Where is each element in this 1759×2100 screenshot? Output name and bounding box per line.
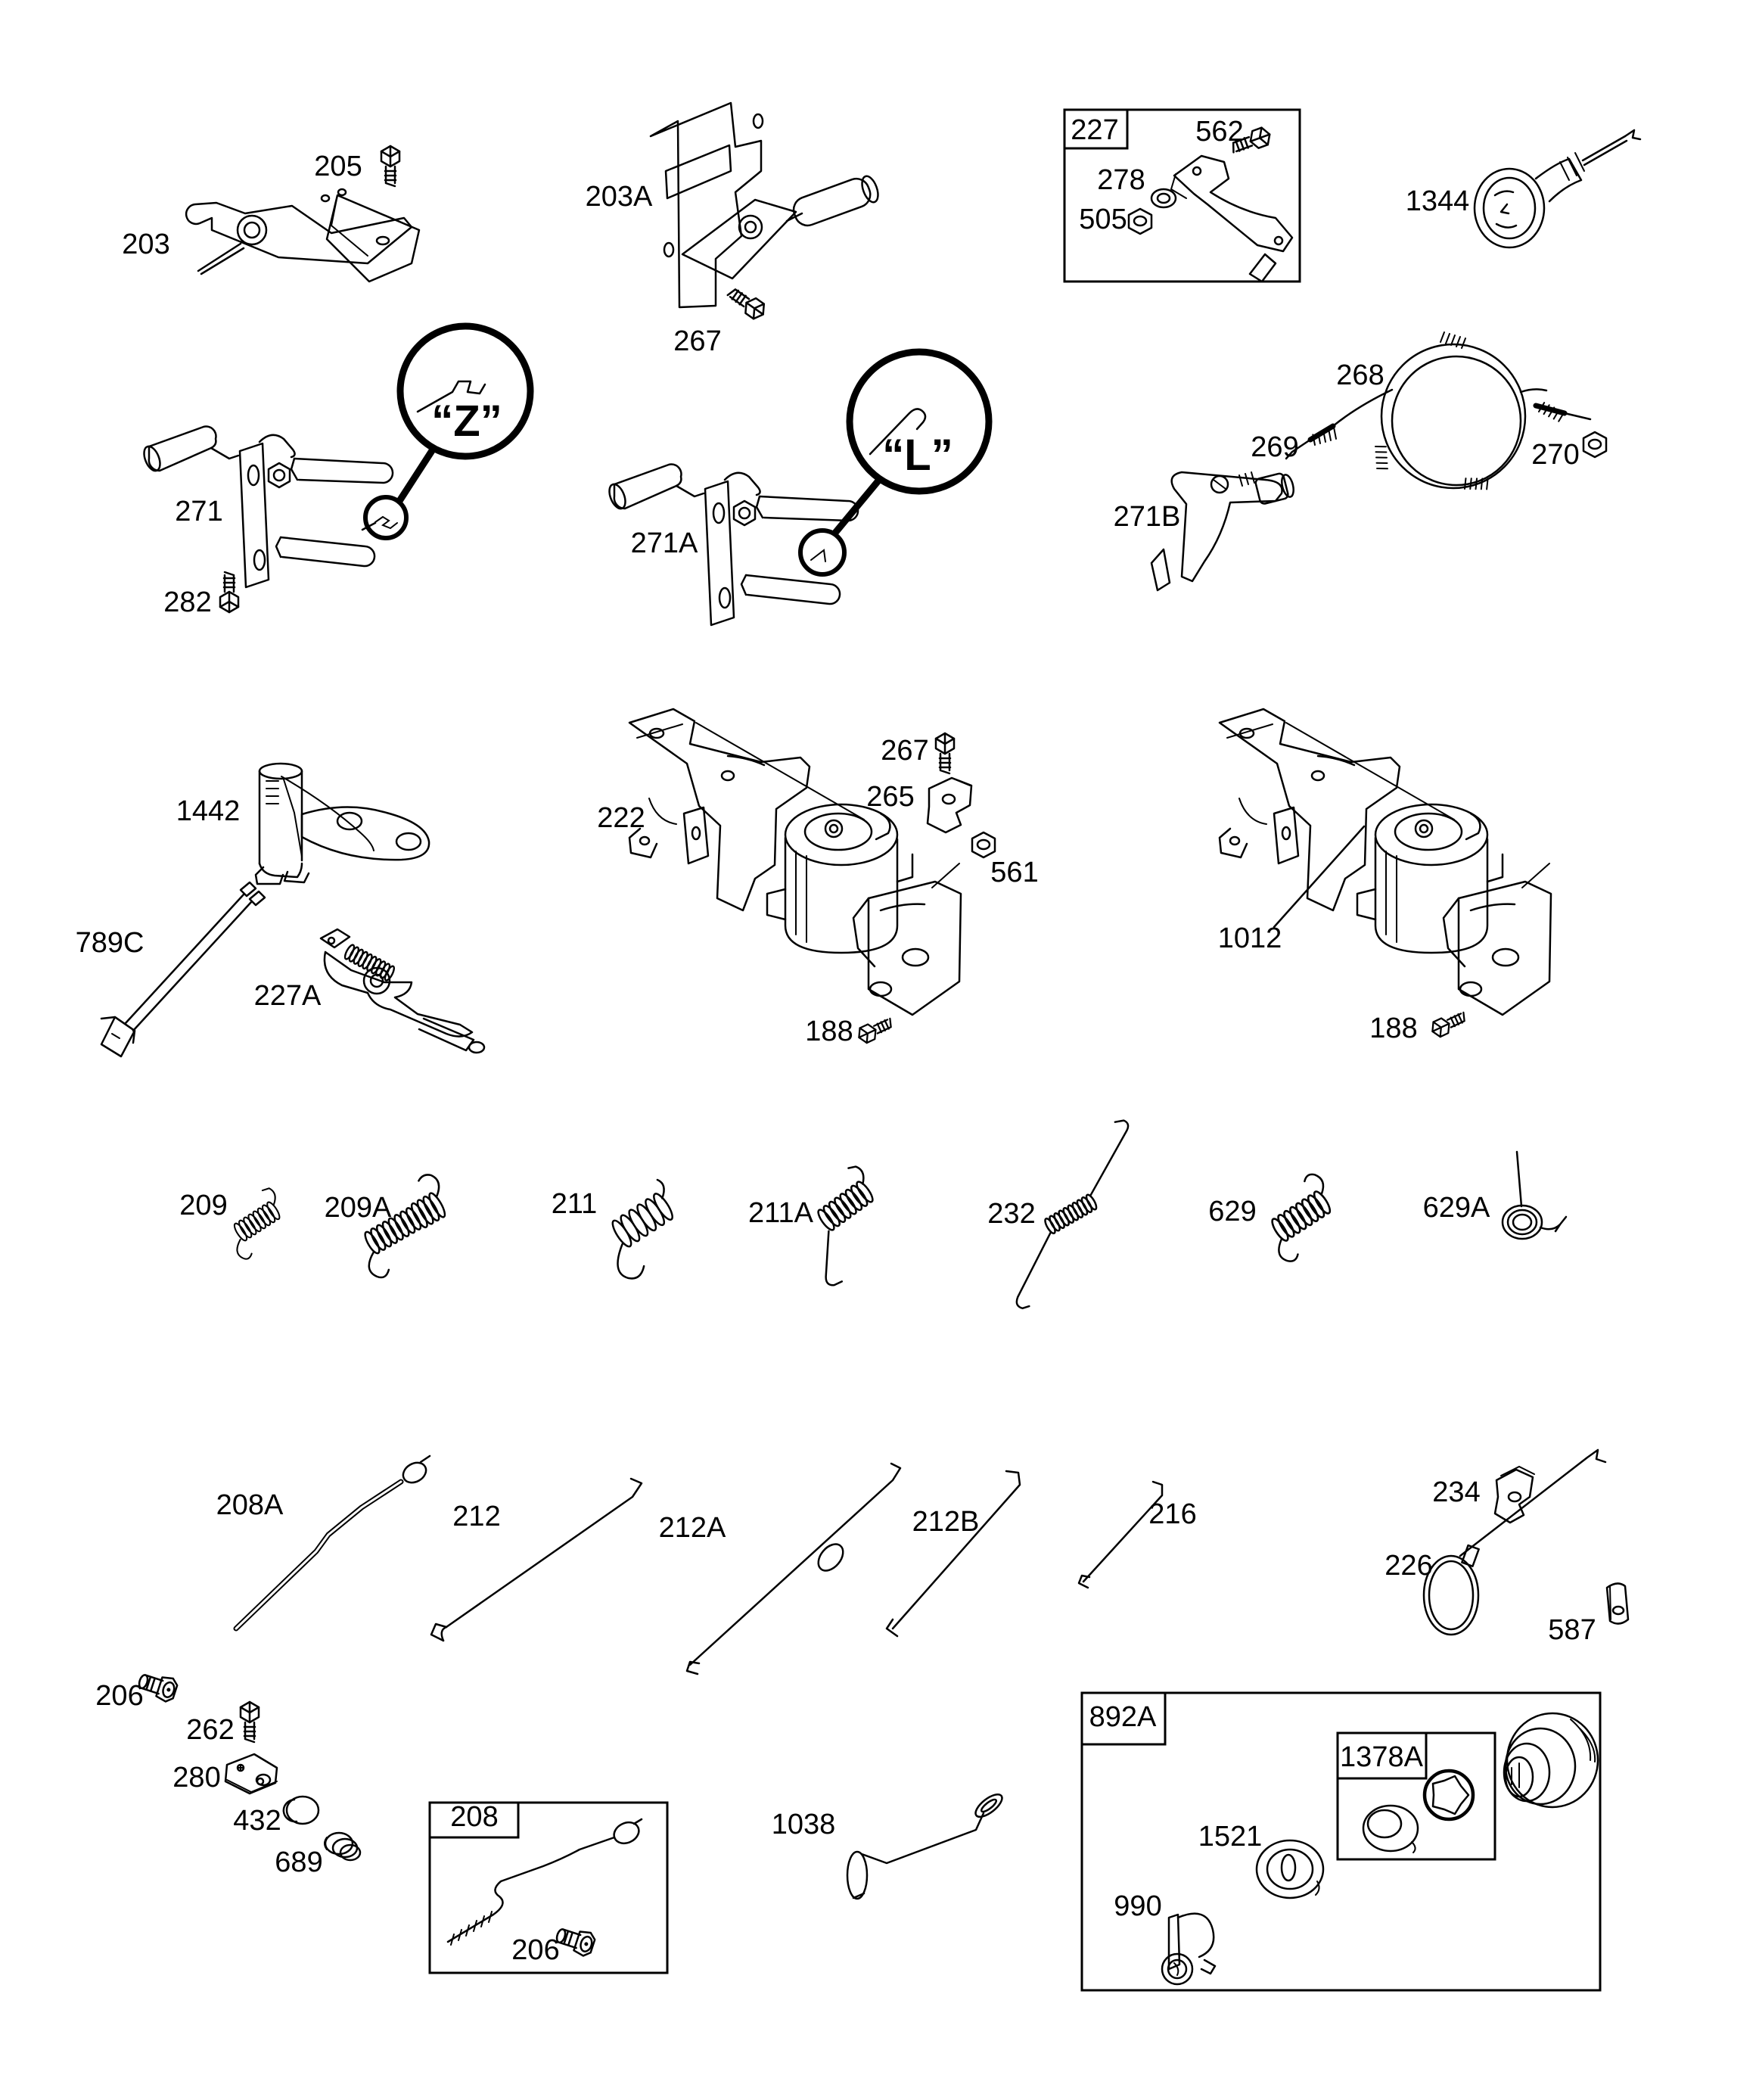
part-1378A-lockring-drawing [1425,1771,1473,1819]
label-1521: 1521 [1198,1821,1263,1853]
label-211A: 211A [748,1197,813,1229]
part-203-drawing [186,189,419,282]
part-211-drawing [589,1179,698,1284]
label-267-mid: 267 [881,735,929,767]
label-271A: 271A [630,527,698,559]
label-232: 232 [987,1198,1036,1230]
label-561: 561 [990,857,1039,888]
part-203A-drawing [651,103,881,307]
label-188-right: 188 [1369,1013,1418,1044]
label-206-box: 206 [511,1934,560,1966]
part-990-drawing [1162,1914,1215,1984]
label-203A: 203A [585,181,653,213]
part-267-top-drawing [725,284,768,322]
part-270-drawing [1583,432,1606,457]
label-562: 562 [1195,116,1244,148]
label-1344: 1344 [1405,185,1470,217]
part-212A-drawing [687,1464,900,1674]
label-587: 587 [1548,1614,1596,1646]
label-432: 432 [233,1805,281,1837]
label-280: 280 [172,1762,221,1794]
label-1038: 1038 [771,1809,836,1840]
part-227A-drawing [321,929,484,1053]
label-212A: 212A [658,1512,726,1544]
part-561-drawing [972,832,995,857]
part-188-right-drawing [1429,1009,1468,1039]
part-1442-drawing [256,764,429,884]
label-box-892A: 892A [1089,1701,1157,1733]
part-209-drawing [216,1186,297,1262]
label-callout-L: “L” [882,431,953,480]
part-689-drawing [325,1833,360,1860]
label-271: 271 [175,496,223,527]
part-208A-drawing [236,1456,430,1629]
part-212B-drawing [887,1471,1020,1636]
label-262: 262 [186,1714,235,1746]
part-188-left-drawing [856,1015,895,1045]
part-432-drawing [284,1797,319,1824]
label-188-left: 188 [805,1016,853,1047]
label-505: 505 [1079,204,1127,235]
part-209A-drawing [343,1171,466,1281]
label-206-left: 206 [95,1680,144,1712]
part-282-drawing [220,572,238,612]
label-226: 226 [1385,1550,1433,1582]
label-box-1378A: 1378A [1340,1741,1423,1773]
label-1012: 1012 [1217,922,1282,954]
part-265-drawing [928,778,971,832]
label-222: 222 [597,802,645,834]
label-209A: 209A [324,1192,392,1224]
label-208A: 208A [216,1489,284,1521]
part-1012-drawing [1217,709,1551,1015]
part-1378A-seal-drawing [1363,1806,1418,1853]
label-689: 689 [275,1846,323,1878]
part-629-drawing [1252,1171,1350,1265]
label-203: 203 [122,229,170,260]
label-1442: 1442 [176,795,241,827]
part-629A-drawing [1503,1152,1566,1239]
label-211: 211 [551,1188,598,1220]
label-990: 990 [1114,1890,1162,1922]
label-callout-Z: “Z” [431,397,502,446]
label-629: 629 [1208,1196,1257,1227]
part-587-drawing [1607,1583,1628,1623]
label-270: 270 [1531,439,1580,471]
label-212: 212 [452,1501,501,1532]
label-box-208: 208 [450,1801,499,1833]
part-1521-drawing [1257,1840,1323,1898]
part-280-drawing [225,1754,277,1794]
label-212B: 212B [912,1506,980,1538]
part-1038-drawing [847,1790,1005,1899]
label-282: 282 [163,586,212,618]
label-227A: 227A [253,980,322,1012]
part-205-drawing [381,146,399,186]
label-271B: 271B [1113,501,1181,533]
part-206-box-drawing [554,1923,596,1958]
label-267-top: 267 [673,325,722,357]
part-892A-knob-drawing [1504,1713,1598,1807]
label-209: 209 [179,1190,228,1221]
label-216: 216 [1148,1498,1197,1530]
part-789C-drawing [101,882,265,1056]
label-265: 265 [866,781,915,813]
label-269: 269 [1251,431,1299,463]
label-205: 205 [314,151,362,182]
label-234: 234 [1432,1476,1481,1508]
part-216-drawing [1079,1482,1162,1588]
label-268: 268 [1336,359,1385,391]
part-1012-pointer-line [1274,826,1364,927]
label-278: 278 [1097,164,1145,196]
part-1344-drawing [1475,130,1640,247]
group-box-892A [1082,1693,1600,1990]
label-629A: 629A [1422,1192,1490,1224]
part-267-mid-drawing [936,733,954,773]
part-262-drawing [241,1702,259,1742]
label-box-227: 227 [1071,114,1119,146]
label-789C: 789C [75,927,145,959]
